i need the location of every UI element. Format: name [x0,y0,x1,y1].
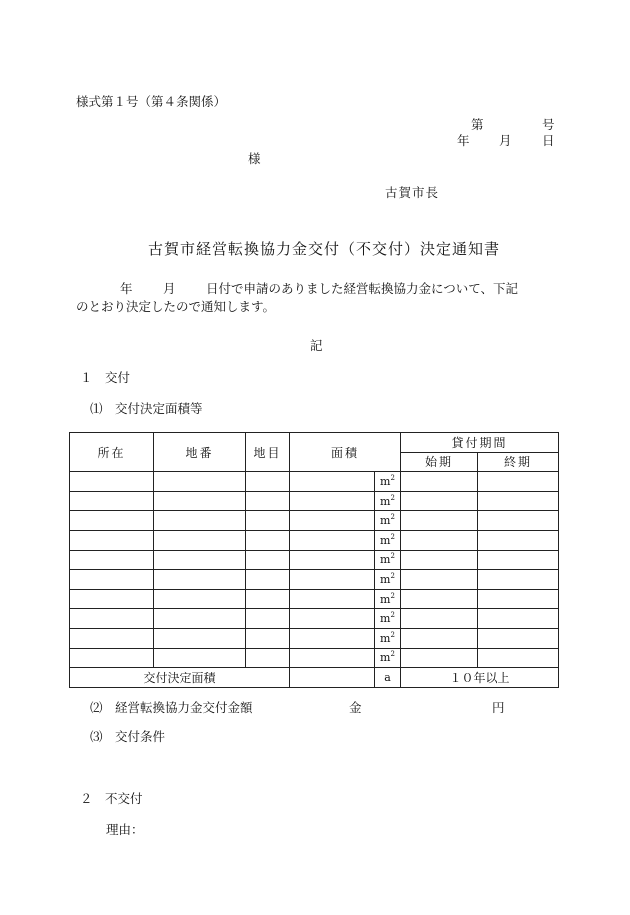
date-day: 日 [542,133,555,148]
area-unit: m [380,651,391,665]
area-unit-superscript: 2 [390,473,395,482]
table-cell [246,648,290,668]
area-unit-cell [375,472,401,492]
table-cell [478,530,559,550]
table-cell [70,530,154,550]
table-cell [401,511,478,531]
table-cell [154,530,246,550]
area-unit-cell [375,570,401,590]
table-cell [290,530,375,550]
header-land-category: 地目 [246,433,290,472]
area-unit: m [380,631,391,645]
table-row [70,570,559,590]
area-unit-superscript: 2 [390,532,395,541]
table-cell [401,550,478,570]
footer-area-cell [290,668,375,688]
table-cell [246,511,290,531]
body-line2: のとおり決定したので通知します。 [76,299,276,314]
table-cell [290,511,375,531]
table-row [70,648,559,668]
table-cell [246,589,290,609]
table-cell [246,628,290,648]
table-cell [478,589,559,609]
table-row [70,628,559,648]
table-cell [290,491,375,511]
table-cell [478,648,559,668]
area-unit-cell [375,550,401,570]
doc-number-prefix: 第 [471,117,484,132]
footer-label: 交付決定面積 [70,668,290,688]
table-cell [290,550,375,570]
table-cell [478,550,559,570]
area-unit-superscript: 2 [390,650,395,659]
table-cell [154,609,246,629]
area-unit: m [380,553,391,567]
table-cell [154,472,246,492]
area-unit-cell [375,491,401,511]
table-cell [246,491,290,511]
table-cell [70,491,154,511]
table-cell [70,550,154,570]
area-unit: m [380,592,391,606]
area-unit: m [380,572,391,586]
table-cell [401,570,478,590]
table-cell [290,648,375,668]
area-unit-cell [375,511,401,531]
table-cell [478,491,559,511]
area-unit-cell [375,609,401,629]
table-cell [478,511,559,531]
table-cell [154,491,246,511]
section2-reason-label: 理由： [106,822,144,837]
doc-number-suffix: 号 [542,117,555,132]
section1-heading: １ 交付 [80,370,131,385]
table-cell [246,609,290,629]
table-cell [290,628,375,648]
table-cell [401,530,478,550]
area-table [69,432,559,688]
table-cell [290,589,375,609]
section1-item2-kin: 金 [349,700,362,715]
area-unit-cell [375,628,401,648]
table-body [70,472,559,668]
table-row [70,511,559,531]
header-area: 面積 [290,433,401,472]
table-cell [478,472,559,492]
body-year: 年 [120,281,133,296]
area-unit-cell [375,648,401,668]
header-lease-period: 貸付期間 [401,433,559,453]
header-start: 始期 [401,452,478,472]
section1-item1: ⑴ 交付決定面積等 [90,401,203,416]
document-title: 古賀市経営転換協力金交付（不交付）決定通知書 [148,240,501,258]
section1-item2-yen: 円 [492,700,505,715]
table-cell [70,648,154,668]
ki-marker: 記 [310,338,323,353]
area-unit: m [380,612,391,626]
body-month: 月 [163,281,176,296]
area-unit-superscript: 2 [390,493,395,502]
table-row [70,472,559,492]
area-unit-superscript: 2 [390,571,395,580]
table-cell [246,530,290,550]
area-unit: m [380,514,391,528]
table-cell [478,609,559,629]
table-cell [401,491,478,511]
area-unit-superscript: 2 [390,591,395,600]
section2-heading: ２ 不交付 [80,791,143,806]
table-cell [290,472,375,492]
footer-unit: a [375,668,401,688]
table-cell [154,511,246,531]
sender: 古賀市長 [385,185,440,200]
table-cell [401,589,478,609]
area-unit-superscript: 2 [390,611,395,620]
table-cell [154,589,246,609]
table-cell [401,472,478,492]
table-cell [154,550,246,570]
table-row [70,609,559,629]
table-cell [154,628,246,648]
area-unit-superscript: 2 [390,513,395,522]
table-cell [478,628,559,648]
area-unit-superscript: 2 [390,552,395,561]
area-unit: m [380,474,391,488]
area-unit-superscript: 2 [390,630,395,639]
table-row [70,530,559,550]
table-cell [290,570,375,590]
table-cell [70,628,154,648]
table-cell [70,472,154,492]
section1-item3: ⑶ 交付条件 [90,729,166,744]
addressee-suffix: 様 [248,151,261,166]
table-cell [246,550,290,570]
table-cell [478,570,559,590]
area-unit-cell [375,589,401,609]
table-row [70,589,559,609]
table-cell [70,589,154,609]
table-cell [154,648,246,668]
header-lot-number: 地番 [154,433,246,472]
date-month: 月 [499,133,512,148]
table-cell [246,570,290,590]
area-unit: m [380,533,391,547]
table-cell [70,609,154,629]
table-cell [70,570,154,590]
table-cell [290,609,375,629]
table-cell [401,648,478,668]
area-unit: m [380,494,391,508]
date-year: 年 [457,133,470,148]
table-cell [246,472,290,492]
header-location: 所在 [70,433,154,472]
footer-period: １０年以上 [401,668,559,688]
table-row [70,550,559,570]
section1-item2-label: ⑵ 経営転換協力金交付金額 [90,700,253,715]
body-line1: 日付で申請のありました経営転換協力金について、下記 [206,281,519,296]
table-cell [401,628,478,648]
header-end: 終期 [478,452,559,472]
table-cell [154,570,246,590]
table-row [70,491,559,511]
table-cell [401,609,478,629]
form-number: 様式第１号（第４条関係） [76,94,227,109]
area-unit-cell [375,530,401,550]
table-cell [70,511,154,531]
